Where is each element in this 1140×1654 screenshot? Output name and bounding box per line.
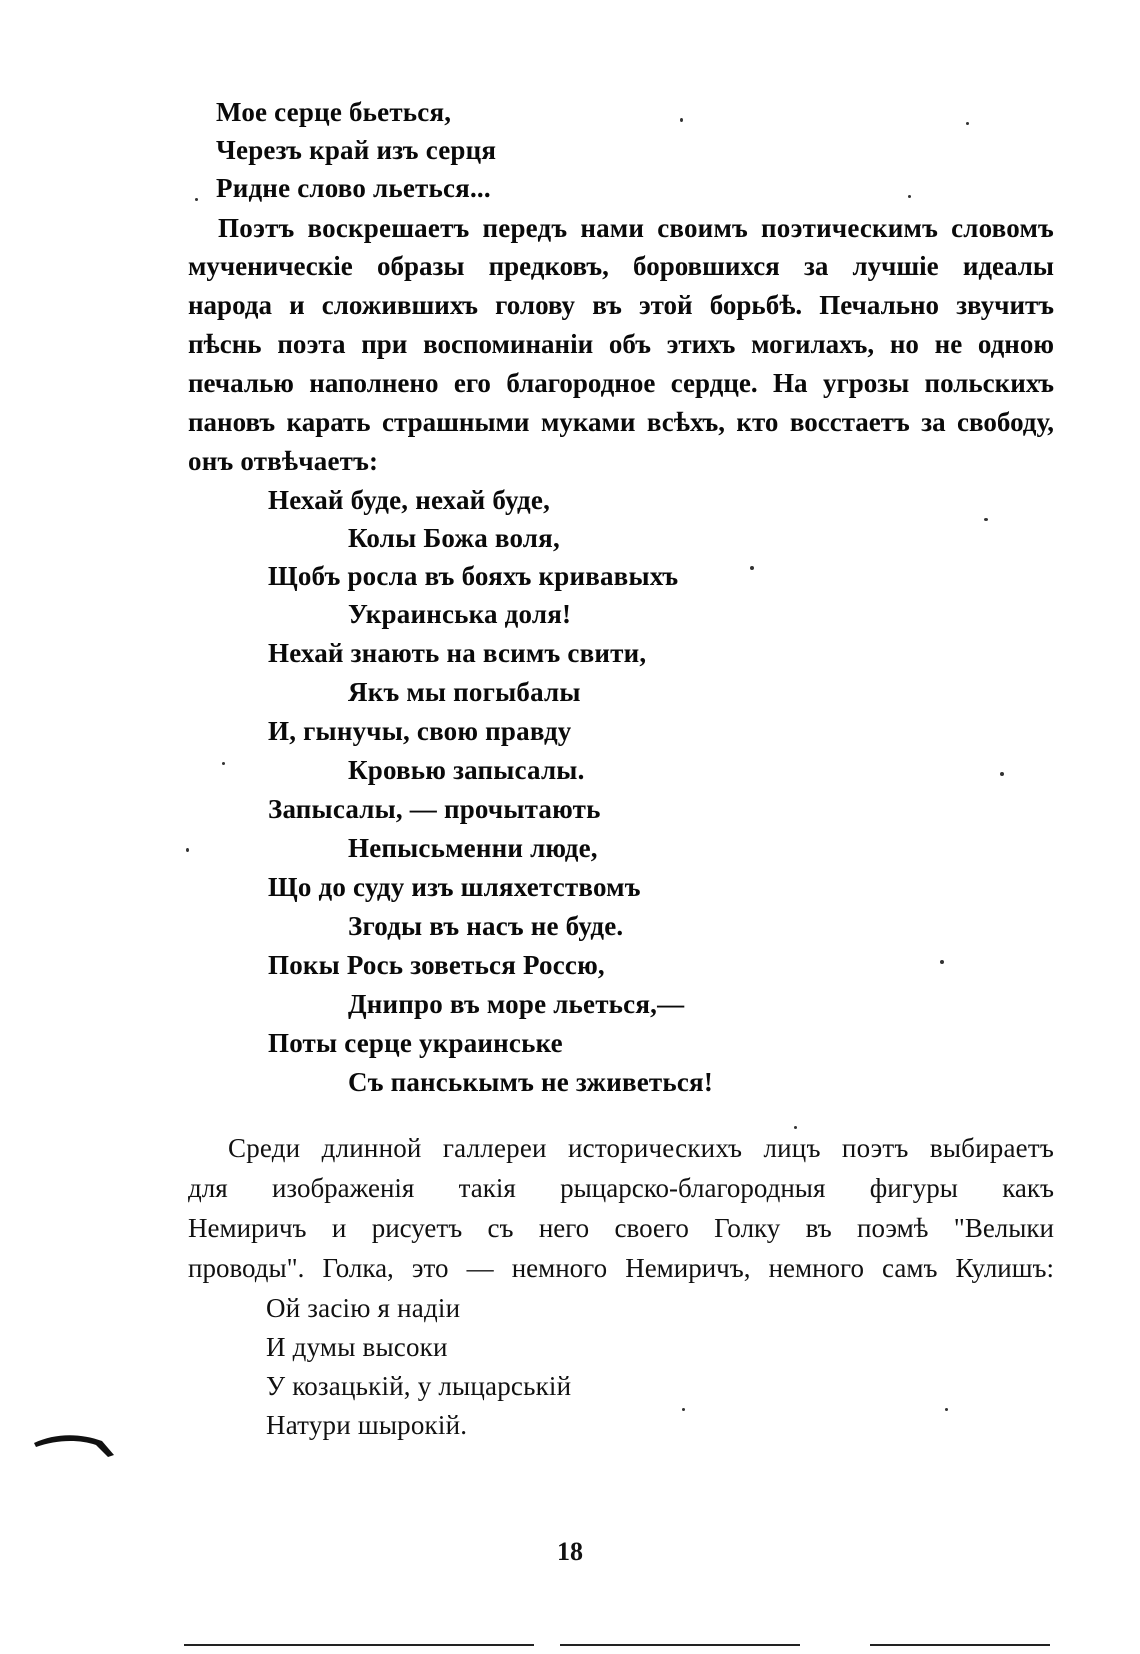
verse2-line-11: Що до суду изъ шляхетствомъ [268,872,641,902]
paragraph1-line-1: Поэтъ воскрешаетъ передъ нами своимъ поэтическимъ словомъ [218,213,1054,243]
scan-speck [794,1126,797,1129]
verse2-line-4: Украинська доля! [348,599,572,629]
paragraph1-line-3: народа и сложившихъ голову въ этой борьбѣ. Печально звучитъ [188,290,1054,320]
verse2-line-7: И, гынучы, свою правду [268,716,572,746]
verse3-line-2: И думы высоки [266,1332,448,1362]
verse3-line-1: Ой засію я надіи [266,1293,461,1323]
verse2-line-8: Кровью запысалы. [348,755,585,785]
verse2-line-6: Якъ мы погыбалы [348,677,581,707]
verse2-line-13: Покы Рось зоветься Россю, [268,950,605,980]
scan-speck [966,122,969,125]
verse2-line-3: Щобъ росла въ бояхъ кривавыхъ [268,561,679,591]
verse2-line-5: Нехай знають на всимъ свити, [268,638,647,668]
scan-speck [945,1408,948,1411]
verse1-line-1: Мое серце бьеться, [216,97,452,127]
verse2-line-15: Поты серце украинське [268,1028,563,1058]
scan-speck [195,198,198,201]
verse2-line-1: Нехай буде, нехай буде, [268,485,551,515]
verse2-line-14: Днипро въ море льеться,— [348,989,685,1019]
paragraph2-line-3: Немиричъ и рисуетъ съ него своего Голку въ поэмѣ "Велыки [188,1213,1054,1243]
paragraph1-line-5: печалью наполнено его благородное сердце. На угрозы польскихъ [188,368,1054,398]
scan-speck [186,848,189,852]
scan-speck [222,762,225,765]
bottom-rule-left [184,1644,534,1646]
paragraph1-line-2: мученическіе образы предковъ, боровшихся за лучшіе идеалы [188,251,1054,281]
paragraph2-line-2: для изображенія такія рыцарско-благородныя фигуры какъ [188,1173,1054,1203]
page-number: 18 [557,1537,583,1566]
verse1-line-2: Черезъ край изъ серця [216,135,497,165]
verse1-line-3: Ридне слово льеться... [216,173,491,203]
verse2-line-12: Згоды въ насъ не буде. [348,911,624,941]
verse3-line-3: У козацькій, у лыцарській [266,1371,572,1401]
paragraph2-line-1: Среди длинной галлереи историческихъ лицъ поэтъ выбираетъ [228,1133,1054,1163]
verse2-line-9: Запысалы, — прочытають [268,794,601,824]
scan-speck [940,960,944,964]
paragraph2-line-4: проводы". Голка, это — немного Немиричъ, немного самъ Кулишъ: [188,1253,1054,1283]
scan-speck [984,518,988,521]
paragraph1-line-4: пѣснь поэта при воспоминаніи объ этихъ могилахъ, но не одною [188,329,1054,359]
scan-speck [682,1408,685,1411]
verse2-line-2: Колы Божа воля, [348,523,560,553]
verse2-line-16: Съ панськымъ не зживеться! [348,1067,714,1097]
bottom-rule-right [870,1644,1050,1646]
verse2-line-10: Непысьменни люде, [348,833,598,863]
scan-speck [1000,772,1004,776]
scan-speck [680,118,683,122]
paragraph1-line-7: онъ отвѣчаетъ: [188,446,379,476]
paragraph1-line-6: пановъ карать страшными муками всѣхъ, кто восстаетъ за свободу, [188,407,1054,437]
scan-mark-hook [30,1425,120,1465]
scan-speck [750,566,754,570]
bottom-rule-middle [560,1644,800,1646]
scan-speck [908,195,911,198]
verse3-line-4: Натури шырокій. [266,1410,468,1440]
